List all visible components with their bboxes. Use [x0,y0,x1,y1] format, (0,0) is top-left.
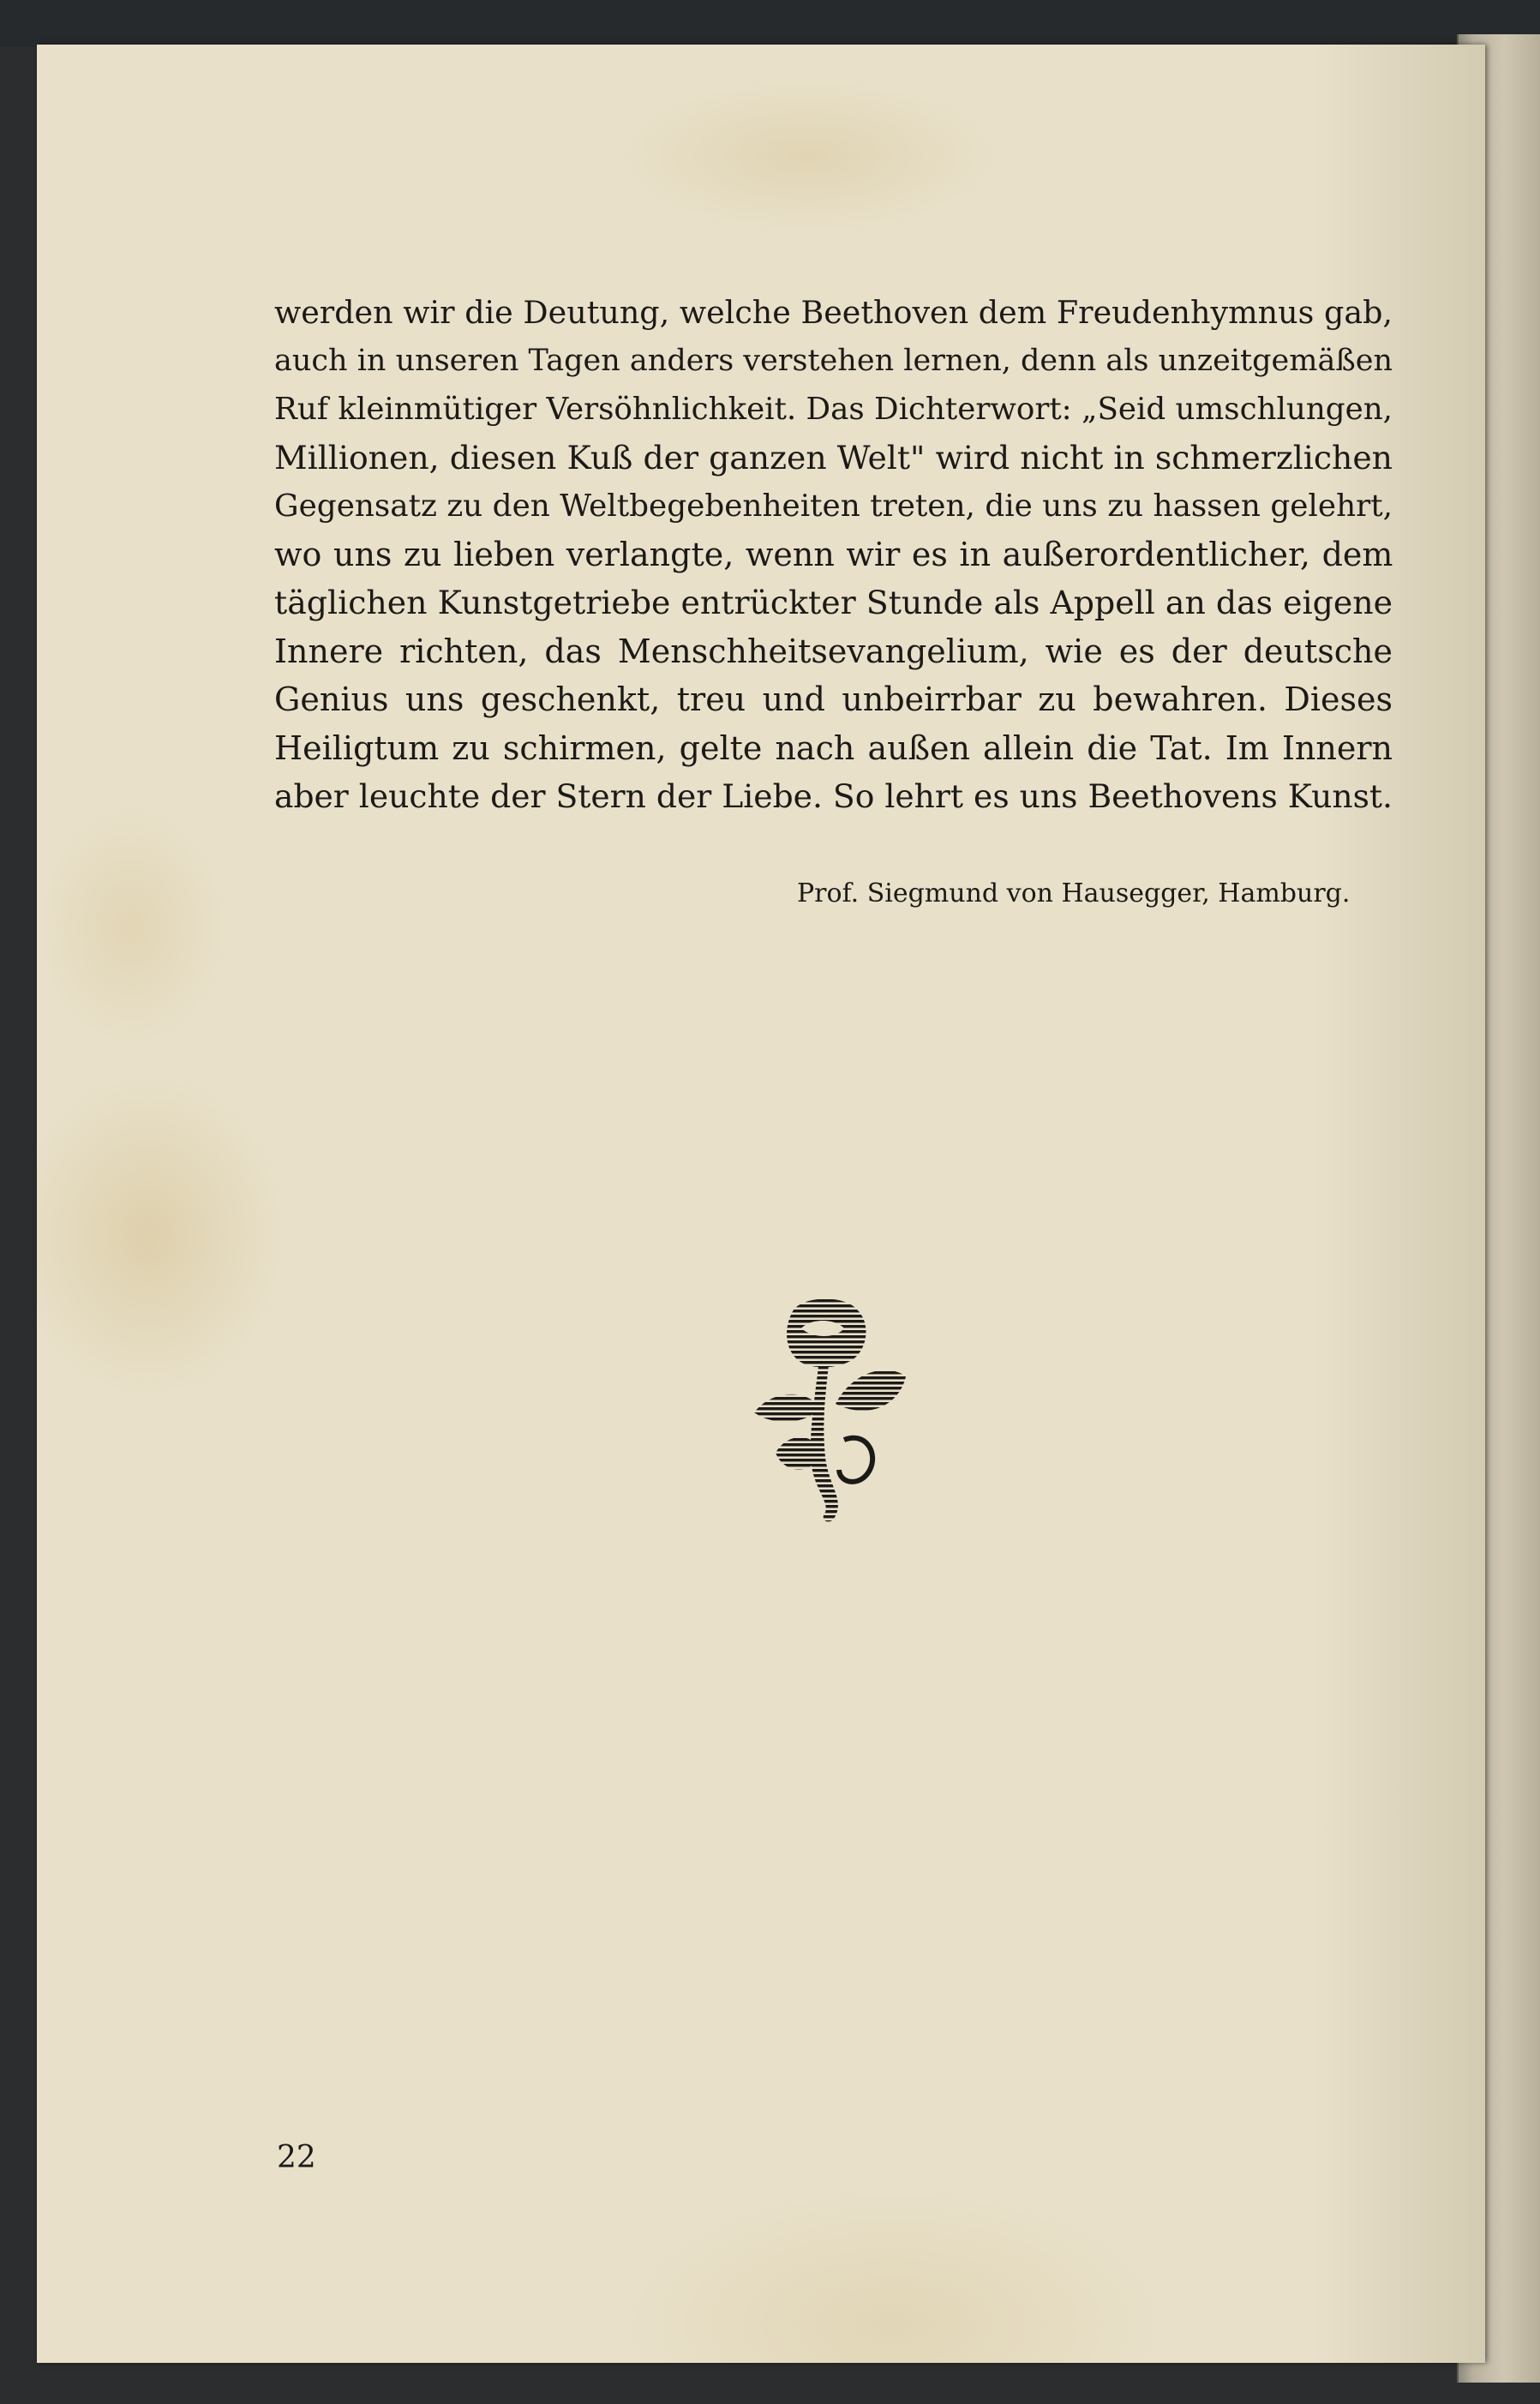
body-paragraph [274,289,1393,820]
text-line: Genius uns geschenkt, treu und unbeirrbar zu bewahren. Dieses [274,680,1393,719]
text-line: auch in unseren Tagen anders verstehen lernen, denn als unzeitgemäßen [274,343,1393,379]
text-line: täglichen Kunstgetriebe entrückter Stunde als Appell an das eigene [274,584,1393,622]
text-line: Gegensatz zu den Weltbegebenheiten treten, die uns zu hassen gelehrt, [274,488,1393,524]
author-signature: Prof. Siegmund von Hausegger, Hamburg. [797,878,1351,908]
page-number: 22 [277,2140,316,2175]
text-line: werden wir die Deutung, welche Beethoven dem Freudenhymnus gab, [274,294,1393,331]
text-line: Millionen, diesen Kuß der ganzen Welt" wird nicht in schmerzlichen [274,439,1393,477]
scan-backdrop [0,0,1540,47]
text-line: aber leuchte der Stern der Liebe. So lehrt es uns Beethovens Kunst. [274,776,1393,815]
rose-flower-ornament-icon [750,1294,908,1526]
text-line: Heiligtum zu schirmen, gelte nach außen allein die Tat. Im Innern [274,728,1393,767]
text-line: Innere richten, das Menschheitsevangelium, wie es der deutsche [274,632,1393,670]
text-line: Ruf kleinmütiger Versöhnlichkeit. Das Dichterwort: „Seid umschlungen, [274,391,1393,427]
text-line: wo uns zu lieben verlangte, wenn wir es in außerordentlicher, dem [274,535,1393,573]
